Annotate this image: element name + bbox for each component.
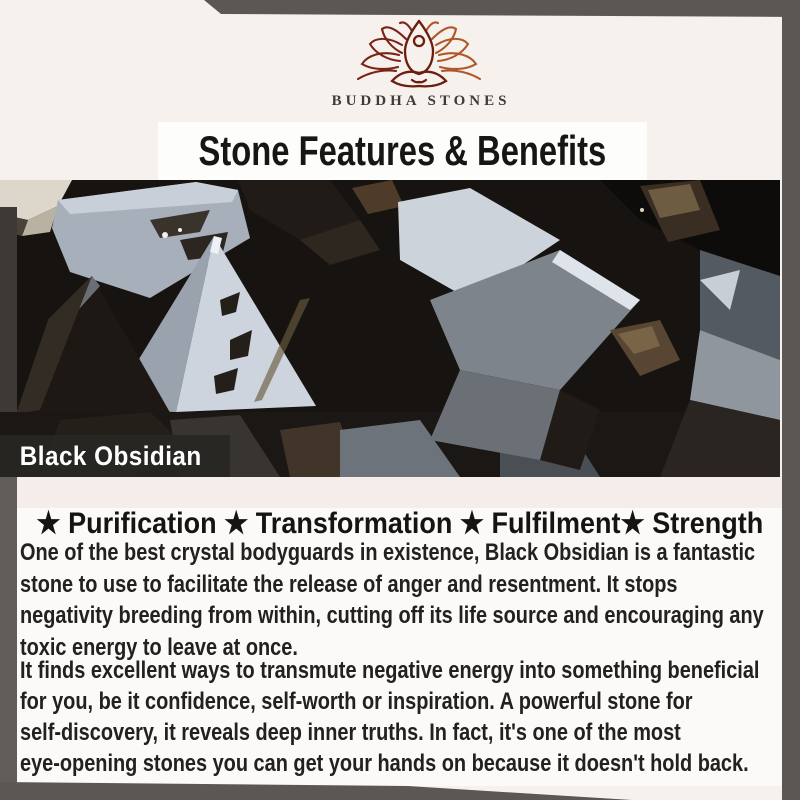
frame-right	[782, 0, 800, 800]
lotus-meditation-logo-icon	[354, 18, 484, 92]
frame-top	[0, 0, 800, 17]
features-line	[17, 505, 782, 541]
body-line: stone to use to facilitate the release of anger and resentment. It stops	[20, 570, 678, 598]
description-panel	[17, 477, 782, 786]
photo-label-band	[0, 435, 230, 477]
title-banner	[158, 122, 647, 180]
paragraph-2	[20, 655, 800, 779]
paragraph-1	[20, 537, 800, 663]
body-line: negativity breeding from within, cutting off its life source and encouraging any	[20, 602, 764, 629]
body-line: self-discovery, it reveals deep inner truths. In fact, it's one of the most	[20, 719, 681, 746]
black-obsidian-photo	[0, 180, 780, 477]
frame-bottom	[0, 780, 800, 800]
body-line: eye-opening stones you can get your hands on because it doesn't hold back.	[20, 750, 749, 777]
body-line: One of the best crystal bodyguards in existence, Black Obsidian is a fantastic	[20, 539, 756, 566]
page-title: Stone Features & Benefits	[198, 127, 607, 174]
photo-label: Black Obsidian	[19, 440, 202, 471]
body-line: toxic energy to leave at once.	[20, 633, 298, 661]
brand-name: BUDDHA STONES	[331, 93, 511, 109]
body-line: for you, be it confidence, self-worth or inspiration. A powerful stone for	[20, 688, 693, 715]
body-line: It finds excellent ways to transmute negative energy into something beneficial	[20, 657, 760, 684]
frame-left	[0, 477, 17, 787]
pink-divider-strip	[17, 477, 782, 508]
features-text: ★ Purification ★ Transformation ★ Fulfilment★ Strength	[36, 506, 763, 540]
